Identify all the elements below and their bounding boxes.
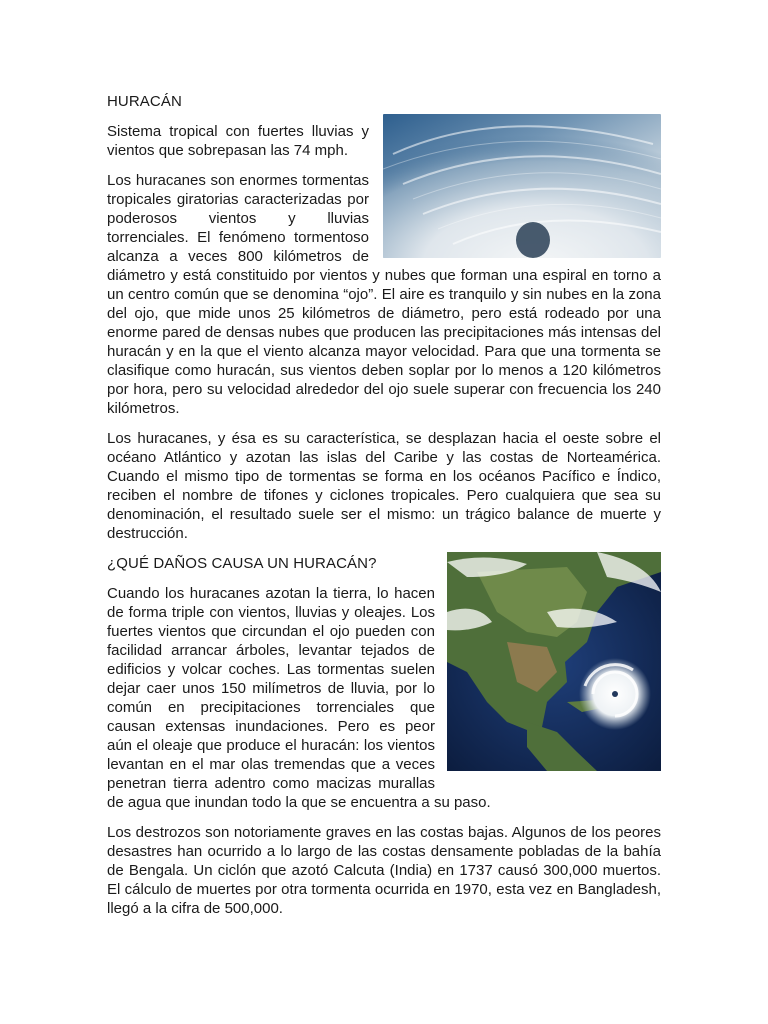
- paragraph-3: Cuando los huracanes azotan la tierra, lo hacen de forma triple con vientos, lluvias y oleajes. Los fuertes vientos que circundan el ojo pueden con facilidad arrancar árboles, levantar tejados de edificios y volcar coches. Las tormentas suelen dejar caer unos 150 milímetros de lluvia, por lo común en precipitaciones torrenciales que causan extensas inundaciones. Pero es peor aún el oleaje que produce el huracán: los vientos levantan en el mar olas tremendas que a veces penetran tierra adentro como macizas murallas de agua que inundan todo la que se encuentra a su paso.: [107, 585, 491, 811]
- paragraph-1: Los huracanes son enormes tormentas tropicales giratorias caracterizadas por poderosos vientos y lluvias torrenciales. El fenómeno tormentoso alcanza a veces 800 kilómetros de diámetro y está constituido por vientos y nubes que forman una espiral en torno a un centro común que se denomina “ojo”. El aire es tranquilo y sin nubes en la zona del ojo, que mide unos 25 kilómetros de diámetro, pero está rodeado por una enorme pared de densas nubes que producen las precipitaciones más intensas del huracán y en la que el viento alcanza mayor velocidad. Para que una tormenta se clasifique como huracán, sus vientos deben soplar por lo menos a 120 kilómetros por hora, pero su velocidad alrededor del ojo suele superar con frecuencia los 240 kilómetros.: [107, 172, 661, 417]
- article-body: [107, 92, 661, 918]
- hurricane-eye-photo: [383, 114, 661, 258]
- paragraph-4: Los destrozos son notoriamente graves en las costas bajas. Algunos de los peores desastres han ocurrido a lo largo de las costas densamente pobladas de la bahía de Bengala. Un ciclón que azotó Calcuta (India) en 1737 causó 300,000 muertos. El cálculo de muertes por otra tormenta ocurrida en 1970, esta vez en Bangladesh, llegó a la cifra de 500,000.: [107, 824, 661, 917]
- article-title: HURACÁN: [107, 93, 182, 110]
- paragraph-2: Los huracanes, y ésa es su característica, se desplazan hacia el oeste sobre el océano Atlántico y azotan las islas del Caribe y las costas de Norteamérica. Cuando el mismo tipo de tormentas se forma en los océanos Pacífico e Índico, reciben el nombre de tifones y ciclones tropicales. Pero cualquiera que sea su denominación, el resultado suele ser el mismo: un trágico balance de muerte y destrucción.: [107, 430, 661, 542]
- satellite-photo: [447, 552, 661, 771]
- section-heading-damage: ¿QUÉ DAÑOS CAUSA UN HURACÁN?: [107, 555, 377, 572]
- intro-paragraph: Sistema tropical con fuertes lluvias y vientos que sobrepasan las 74 mph.: [107, 123, 369, 159]
